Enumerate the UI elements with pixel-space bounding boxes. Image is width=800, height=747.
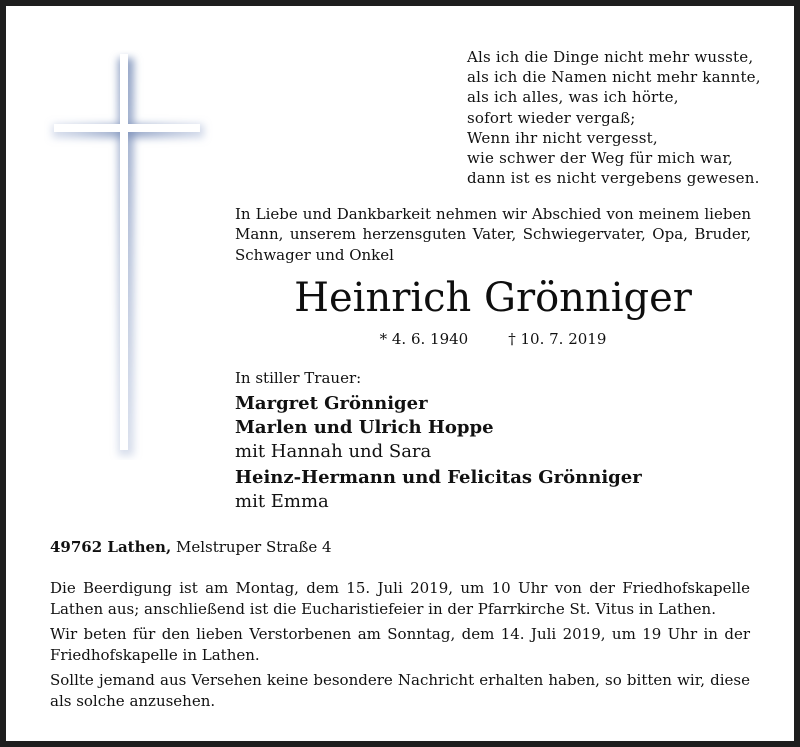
death-date: † 10. 7. 2019 <box>508 330 607 348</box>
mourner-children: mit Emma <box>235 491 329 512</box>
poem-line: dann ist es nicht vergebens gewesen. <box>467 169 760 188</box>
cross-icon <box>44 50 214 460</box>
mourner-name: Margret Grönniger <box>235 393 428 414</box>
poem-line: sofort wieder vergaß; <box>467 108 636 127</box>
address-city: 49762 Lathen, <box>50 538 172 556</box>
poem-line: Als ich die Dinge nicht mehr wusste, <box>467 48 754 66</box>
address-street: Melstruper Straße 4 <box>175 538 332 556</box>
poem-line: Wenn ihr nicht vergesst, <box>467 128 658 147</box>
intro-text: In Liebe und Dankbarkeit nehmen wir Abschied von meinem lieben Mann, unserem herzensguten Vater, Schwiegervater, Opa, Bruder, Schwager und Onkel <box>235 205 751 264</box>
poem-line: als ich die Namen nicht mehr kannte, <box>467 68 761 87</box>
funeral-paragraph: Wir beten für den lieben Verstorbenen am Sonntag, dem 14. Juli 2019, um 19 Uhr in der Friedhofskapelle in Lathen. <box>50 625 750 664</box>
poem-line: wie schwer der Weg für mich war, <box>467 149 734 168</box>
poem <box>467 47 787 188</box>
mourning-lead: In stiller Trauer: <box>235 369 362 387</box>
deceased-name: Heinrich Grönniger <box>294 275 692 321</box>
funeral-paragraph: Die Beerdigung ist am Montag, dem 15. Juli 2019, um 10 Uhr von der Friedhofskapelle Lathen aus; anschließend ist die Eucharistiefeier in der Pfarrkirche St. Vitus in Lathen. <box>50 579 750 618</box>
mourners-block <box>235 368 755 516</box>
funeral-paragraph: Sollte jemand aus Versehen keine besondere Nachricht erhalten haben, so bitten wir, diese als solche anzusehen. <box>50 671 750 710</box>
poem-line: als ich alles, was ich hörte, <box>467 88 679 107</box>
mourner-name: Heinz-Hermann und Felicitas Grönniger <box>235 467 642 488</box>
address <box>50 537 332 557</box>
funeral-info <box>50 578 750 716</box>
birth-date: * 4. 6. 1940 <box>379 330 469 348</box>
mourner-name: Marlen und Ulrich Hoppe <box>235 417 494 438</box>
life-dates <box>235 329 751 349</box>
mourner-children: mit Hannah und Sara <box>235 441 432 462</box>
